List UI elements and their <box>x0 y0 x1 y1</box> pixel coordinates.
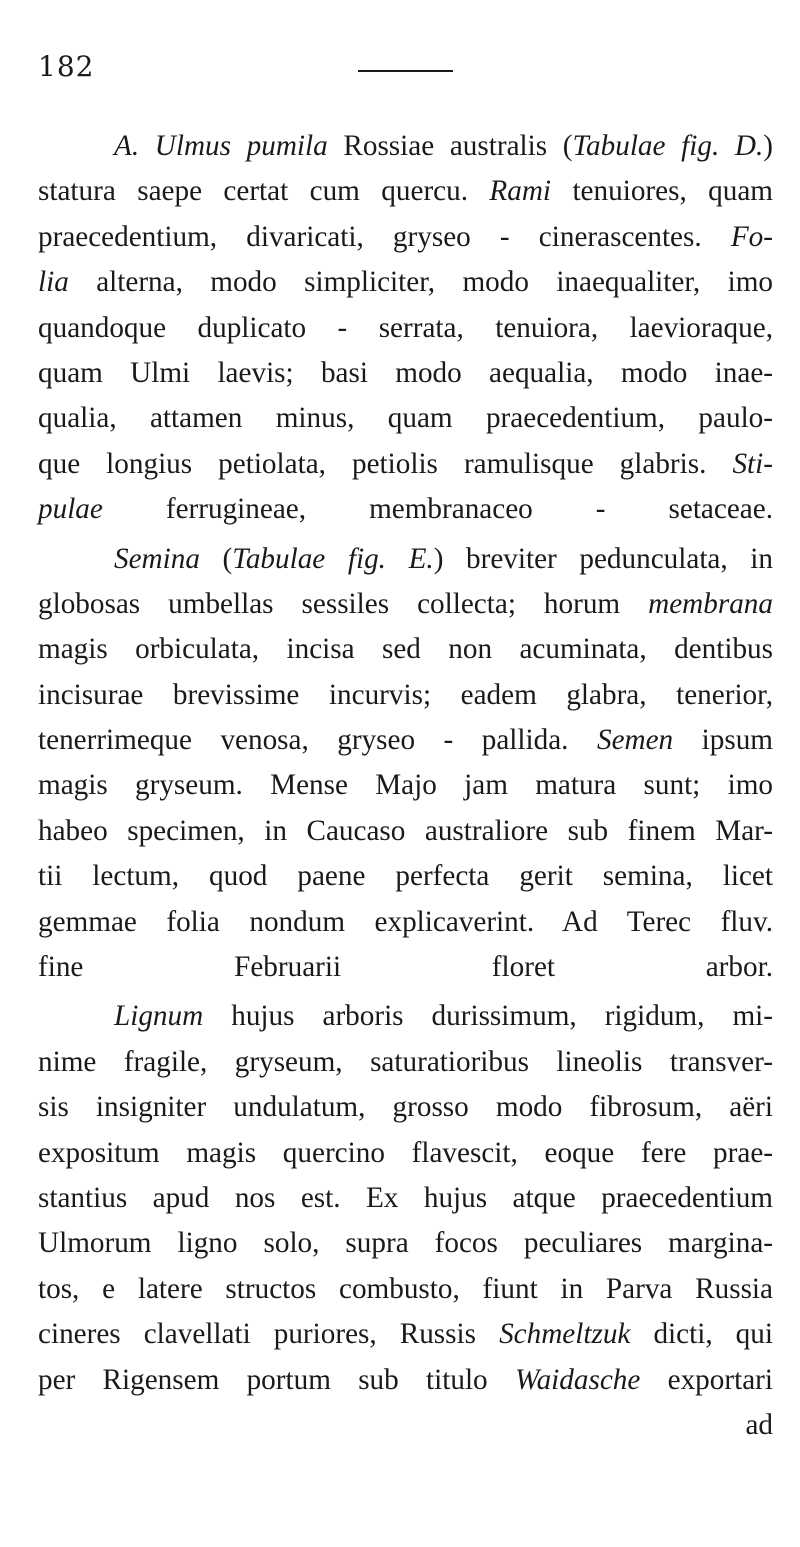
italic-term: Rami <box>489 175 552 208</box>
italic-term: membrana <box>648 587 773 620</box>
text-segment: magis orbiculata, incisa sed non acuminata, dentibus <box>38 633 773 666</box>
text-segment: habeo specimen, in Caucaso australiore sub finem Mar- <box>38 814 773 847</box>
text-segment: Ulmorum ligno solo, supra focos peculiares margina- <box>38 1227 773 1260</box>
text-segment: Rossiae australis ( <box>327 130 573 162</box>
text-segment: per Rigensem portum sub titulo <box>38 1363 515 1396</box>
italic-term: Tabulae fig. D. <box>572 130 764 162</box>
header-rule <box>358 70 453 72</box>
text-line <box>38 442 773 487</box>
text-line <box>38 537 773 582</box>
italic-term: Sti- <box>732 447 773 480</box>
body-text <box>38 124 773 1448</box>
text-line <box>38 169 773 214</box>
text-segment: statura saepe certat cum quercu. <box>38 175 490 208</box>
text-line <box>38 351 773 396</box>
text-line <box>38 582 773 627</box>
text-segment: stantius apud nos est. Ex hujus atque praecedentium <box>38 1181 773 1214</box>
text-segment: praecedentium, divaricati, gryseo - cinerascentes. <box>38 220 731 253</box>
text-line <box>38 994 773 1039</box>
text-line <box>38 900 773 945</box>
text-segment: magis gryseum. Mense Majo jam matura sunt; imo <box>38 769 773 802</box>
text-segment: que longius petiolata, petiolis ramulisque glabris. <box>38 447 733 480</box>
italic-term: Semen <box>596 724 674 757</box>
text-segment: ferrugineae, membranaceo - setaceae. <box>102 493 773 526</box>
text-line <box>38 627 773 672</box>
text-line <box>38 306 773 351</box>
catchword: ad <box>745 1408 773 1441</box>
italic-term: A. Ulmus pumila <box>114 130 328 162</box>
text-line <box>38 1040 773 1085</box>
text-line <box>38 1221 773 1266</box>
text-segment: ( <box>199 542 233 575</box>
text-segment: ) breviter pedunculata, in <box>433 542 773 575</box>
text-segment: qualia, attamen minus, quam praecedentium, paulo- <box>38 402 773 435</box>
text-line <box>38 854 773 899</box>
text-segment: tenuiores, quam <box>551 175 773 208</box>
text-line <box>38 487 773 532</box>
text-line <box>38 396 773 441</box>
text-segment: globosas umbellas sessiles collecta; horum <box>38 587 649 620</box>
text-segment: gemmae folia nondum explicaverint. Ad Terec fluv. <box>38 905 773 938</box>
text-line <box>38 124 773 169</box>
text-line <box>38 763 773 808</box>
text-segment: tii lectum, quod paene perfecta gerit semina, licet <box>38 860 773 893</box>
page-header <box>38 50 762 90</box>
text-segment: ) <box>763 130 773 162</box>
text-segment: incisurae brevissime incurvis; eadem glabra, tenerior, <box>38 678 773 711</box>
text-line <box>38 1131 773 1176</box>
italic-term: Lignum <box>114 1000 204 1033</box>
text-segment: tenerrimeque venosa, gryseo - pallida. <box>38 724 597 757</box>
text-segment: sis insigniter undulatum, grosso modo fibrosum, aëri <box>38 1091 773 1124</box>
italic-term: Schmeltzuk <box>499 1318 631 1351</box>
text-segment: cineres clavellati puriores, Russis <box>38 1318 500 1351</box>
text-segment: hujus arboris durissimum, rigidum, mi- <box>203 1000 773 1033</box>
text-segment: dicti, qui <box>630 1318 773 1351</box>
text-line <box>38 1176 773 1221</box>
italic-term: Semina <box>114 542 200 575</box>
text-segment: tos, e latere structos combusto, fiunt in Parva Russia <box>38 1272 773 1305</box>
text-segment: quandoque duplicato - serrata, tenuiora, laevioraque, <box>38 311 773 344</box>
text-line <box>38 215 773 260</box>
text-line <box>38 1358 773 1403</box>
text-line <box>38 260 773 305</box>
text-line <box>38 1312 773 1357</box>
italic-term: Tabulae fig. E. <box>232 542 434 575</box>
text-segment: nime fragile, gryseum, saturatioribus lineolis transver- <box>38 1045 773 1078</box>
text-segment: fine Februarii floret arbor. <box>38 951 773 984</box>
text-line <box>38 945 773 990</box>
text-line <box>38 1085 773 1130</box>
italic-term: Waidasche <box>514 1363 641 1396</box>
text-segment: exportari <box>640 1363 773 1396</box>
text-line <box>38 1267 773 1312</box>
text-segment: quam Ulmi laevis; basi modo aequalia, modo inae- <box>38 356 773 389</box>
page-number: 182 <box>38 50 95 83</box>
text-line <box>38 718 773 763</box>
text-segment: alterna, modo simpliciter, modo inaequaliter, imo <box>68 266 773 299</box>
text-line <box>38 673 773 718</box>
text-segment: expositum magis quercino flavescit, eoque fere prae- <box>38 1136 773 1169</box>
text-line <box>38 809 773 854</box>
italic-term: lia <box>38 266 69 299</box>
italic-term: pulae <box>38 493 103 526</box>
italic-term: Fo- <box>730 220 773 253</box>
text-segment: ipsum <box>673 724 773 757</box>
